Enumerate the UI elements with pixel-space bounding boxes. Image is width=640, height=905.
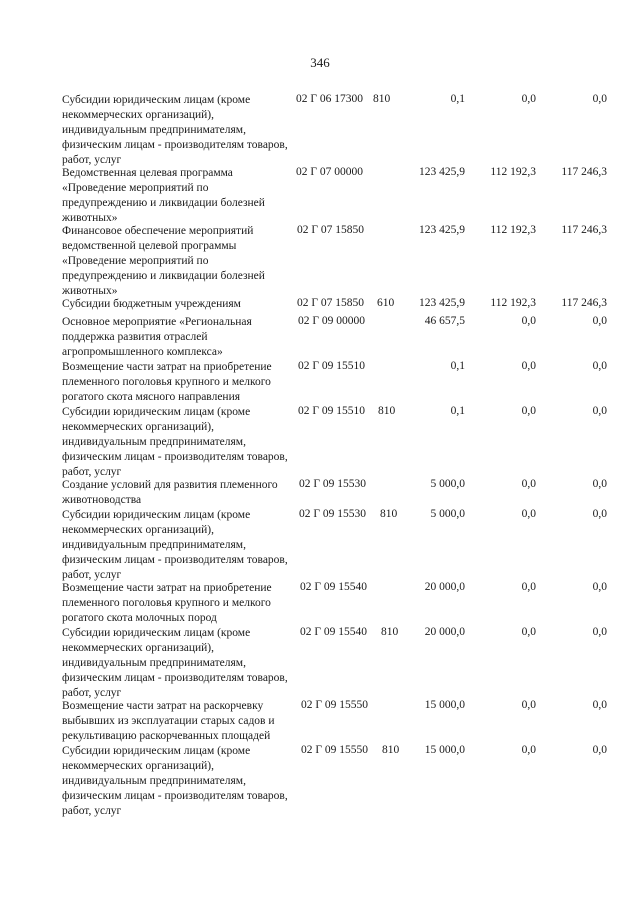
- row-vr: 610: [377, 297, 395, 309]
- page-number: 346: [310, 55, 330, 70]
- row-value-3: 0,0: [592, 626, 607, 638]
- row-code: 02 Г 07 15850: [297, 224, 365, 236]
- row-name: Возмещение части затрат на раскорчевку выбывших из эксплуатации старых садов и рекультивацию раскорчеванных площадей: [62, 700, 275, 742]
- row-value-1: 0,1: [450, 360, 465, 372]
- row-value-1: 0,1: [450, 405, 465, 417]
- row-value-2: 112 192,3: [490, 166, 536, 178]
- row-value-3: 0,0: [592, 315, 607, 327]
- row-value-1: 5 000,0: [430, 478, 465, 490]
- row-code: 02 Г 07 15850: [297, 297, 365, 309]
- row-code: 02 Г 06 17300: [296, 93, 364, 105]
- row-value-2: 0,0: [521, 93, 536, 105]
- row-name: Возмещение части затрат на приобретение племенного поголовья крупного и мелкого рогатого скота молочных пород: [62, 582, 272, 624]
- row-code: 02 Г 09 15510: [298, 360, 366, 372]
- row-value-2: 112 192,3: [490, 224, 536, 236]
- row-vr: 810: [381, 626, 399, 638]
- row-name: Субсидии юридическим лицам (кроме некоммерческих организаций), индивидуальным предпринимателям, физическим лицам - производителям товаров, работ, услуг: [62, 509, 288, 581]
- row-value-3: 0,0: [592, 360, 607, 372]
- row-name: Возмещение части затрат на приобретение племенного поголовья крупного и мелкого рогатого скота мясного направления: [62, 361, 272, 403]
- row-code: 02 Г 09 15530: [299, 478, 367, 490]
- row-vr: 810: [380, 508, 398, 520]
- row-value-1: 15 000,0: [424, 699, 465, 711]
- row-code: 02 Г 09 15510: [298, 405, 366, 417]
- row-name: Субсидии юридическим лицам (кроме некоммерческих организаций), индивидуальным предпринимателям, физическим лицам - производителям товаров, работ, услуг: [62, 406, 288, 478]
- row-value-3: 0,0: [592, 699, 607, 711]
- row-value-2: 112 192,3: [490, 297, 536, 309]
- row-value-3: 117 246,3: [561, 224, 607, 236]
- row-value-2: 0,0: [521, 581, 536, 593]
- row-code: 02 Г 09 15540: [300, 581, 368, 593]
- row-vr: 810: [373, 93, 391, 105]
- row-value-2: 0,0: [521, 626, 536, 638]
- row-value-1: 20 000,0: [424, 581, 465, 593]
- row-value-3: 0,0: [592, 405, 607, 417]
- row-code: 02 Г 09 15530: [299, 508, 367, 520]
- row-value-3: 0,0: [592, 581, 607, 593]
- row-value-2: 0,0: [521, 478, 536, 490]
- row-value-1: 123 425,9: [419, 297, 465, 309]
- row-value-1: 15 000,0: [424, 744, 465, 756]
- row-vr: 810: [378, 405, 396, 417]
- row-value-1: 123 425,9: [419, 166, 465, 178]
- row-value-2: 0,0: [521, 744, 536, 756]
- row-value-3: 0,0: [592, 478, 607, 490]
- row-value-2: 0,0: [521, 508, 536, 520]
- row-code: 02 Г 09 15540: [300, 626, 368, 638]
- row-value-3: 0,0: [592, 744, 607, 756]
- row-name: Субсидии юридическим лицам (кроме некоммерческих организаций), индивидуальным предпринимателям, физическим лицам - производителям товаров, работ, услуг: [62, 627, 288, 699]
- row-code: 02 Г 07 00000: [296, 166, 364, 178]
- row-value-1: 20 000,0: [424, 626, 465, 638]
- row-name: Финансовое обеспечение мероприятий ведомственной целевой программы «Проведение мероприятий по предупреждению и ликвидации болезней животных»: [62, 225, 265, 297]
- row-value-2: 0,0: [521, 405, 536, 417]
- row-value-2: 0,0: [521, 315, 536, 327]
- row-name: Субсидии юридическим лицам (кроме некоммерческих организаций), индивидуальным предпринимателям, физическим лицам - производителям товаров, работ, услуг: [62, 94, 288, 166]
- row-value-3: 117 246,3: [561, 297, 607, 309]
- row-name: Основное мероприятие «Региональная поддержка развития отраслей агропромышленного комплекса»: [62, 316, 252, 358]
- row-value-1: 123 425,9: [419, 224, 465, 236]
- row-value-1: 46 657,5: [424, 315, 465, 327]
- row-value-3: 117 246,3: [561, 166, 607, 178]
- row-vr: 810: [382, 744, 400, 756]
- row-value-2: 0,0: [521, 360, 536, 372]
- row-value-1: 5 000,0: [430, 508, 465, 520]
- row-value-3: 0,0: [592, 93, 607, 105]
- row-value-3: 0,0: [592, 508, 607, 520]
- row-value-2: 0,0: [521, 699, 536, 711]
- row-name: Ведомственная целевая программа «Проведение мероприятий по предупреждению и ликвидации болезней животных»: [62, 167, 265, 224]
- row-code: 02 Г 09 15550: [301, 699, 369, 711]
- row-code: 02 Г 09 00000: [298, 315, 366, 327]
- row-code: 02 Г 09 15550: [301, 744, 369, 756]
- row-value-1: 0,1: [450, 93, 465, 105]
- row-name: Создание условий для развития племенного животноводства: [62, 479, 278, 506]
- row-name: Субсидии юридическим лицам (кроме некоммерческих организаций), индивидуальным предпринимателям, физическим лицам - производителям товаров, работ, услуг: [62, 745, 288, 817]
- row-name: Субсидии бюджетным учреждениям: [62, 298, 241, 310]
